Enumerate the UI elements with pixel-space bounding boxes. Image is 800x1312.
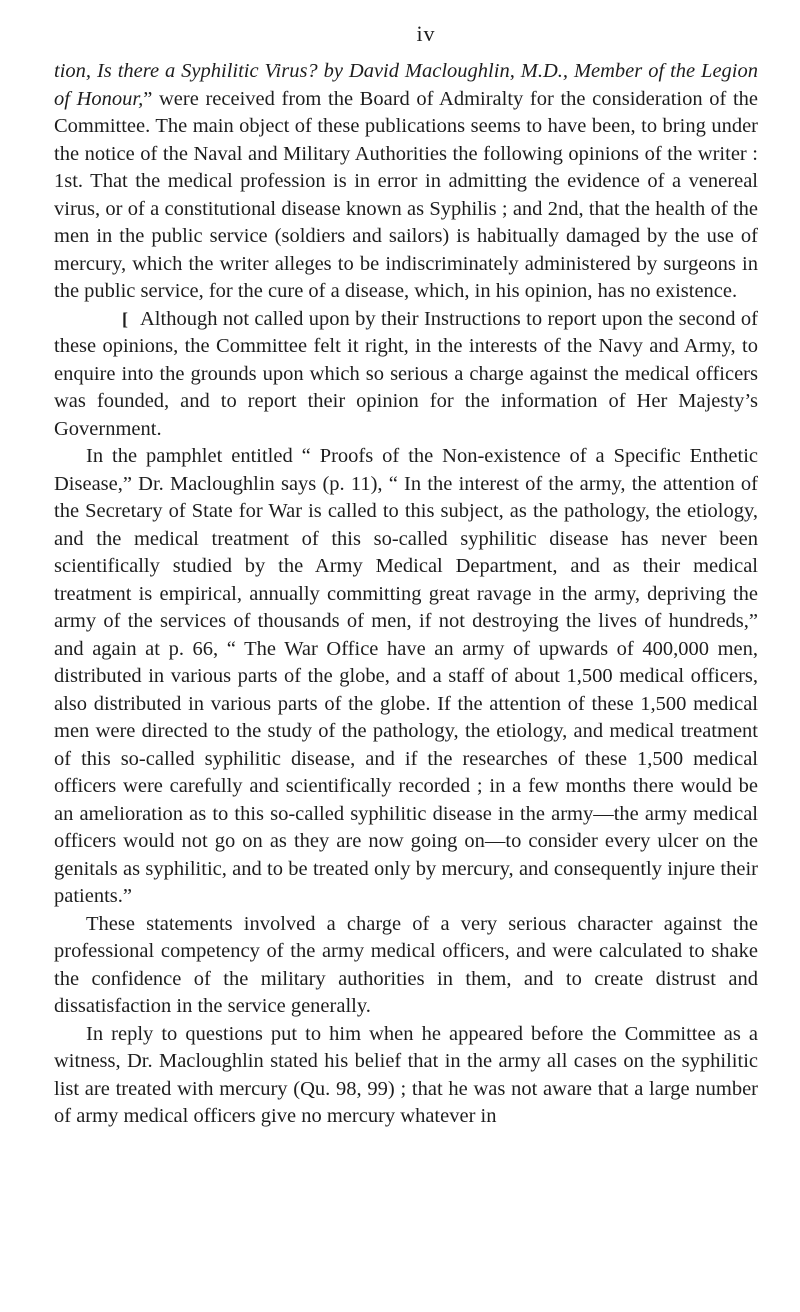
document-page [54, 20, 758, 1131]
page-number: iv [416, 21, 436, 46]
paragraph [54, 306, 758, 444]
paragraph-text: In reply to questions put to him when he appeared before the Committee as a witness, Dr. Macloughlin stated his belief that in the army all cases on the syphilitic list are treated with mercury (Qu. 98, 99) ; that he was not aware that a large number of army medical officers give no mercury whatever in [54, 1022, 758, 1127]
body-text [54, 58, 758, 1131]
paragraph [54, 58, 758, 306]
paragraph-italic-text: tion, Is there a Syphilitic Virus? by David Macloughlin, M.D., Member of the Legion of Honour, [54, 60, 758, 110]
paragraph-text: In the pamphlet entitled “ Proofs of the Non-existence of a Specific Enthetic Disease,” Dr. Macloughlin says (p. 11), “ In the interest of the army, the attention of the Secretary of State for War is called to this subject, as the pathology, the etiology, and the medical treatment of this so-called syphilitic disease has never been scientifically studied by the Army Medical Department, and as their medical treatment is empirical, annually committing great ravage in the army, depriving the army of the services of thousands of men, if not destroying the lives of hundreds,” and again at p. 66, “ The War Office have an army of upwards of 400,000 men, distributed in various parts of the globe, and a staff of about 1,500 medical officers, also distributed in various parts of the globe. If the attention of these 1,500 medical men were directed to the study of the pathology, the etiology, and medical treatment of this so-called syphilitic disease, and if the researches of these 1,500 medical officers were carefully and scientifically recorded ; in a few months there would be an amelioration as to this so-called syphilitic disease in the army—the army medical officers would not go on as they are now going on—to consider every ulcer on the genitals as syphilitic, and to be treated only by mercury, and consequently injure their patients.” [54, 445, 758, 907]
paragraph [54, 443, 758, 911]
margin-mark-icon: [ [122, 308, 128, 329]
paragraph-text: These statements involved a charge of a very serious character against the professional competency of the army medical officers, and were calculated to shake the confidence of the military authorities in them, and to create distrust and dissatisfaction in the service generally. [54, 912, 758, 1017]
paragraph [54, 911, 758, 1021]
paragraph-text: Although not called upon by their Instructions to report upon the second of these opinions, the Committee felt it right, in the interests of the Navy and Army, to enquire into the grounds upon which so serious a charge against the medical officers was founded, and to report their opinion for the information of Her Majesty’s Government. [54, 307, 758, 440]
paragraph-text: ” were received from the Board of Admiralty for the consideration of the Committee. The main object of these publications seems to have been, to bring under the notice of the Naval and Military Authorities the following opinions of the writer : 1st. That the medical profession is in error in admitting the evidence of a venereal virus, or of a constitutional disease known as Syphilis ; and 2nd, that the health of the men in the public service (soldiers and sailors) is habitually damaged by the use of mercury, which the writer alleges to be indiscriminately administered by surgeons in the public service, for the cure of a disease, which, in his opinion, has no existence. [54, 87, 758, 302]
paragraph [54, 1021, 758, 1131]
